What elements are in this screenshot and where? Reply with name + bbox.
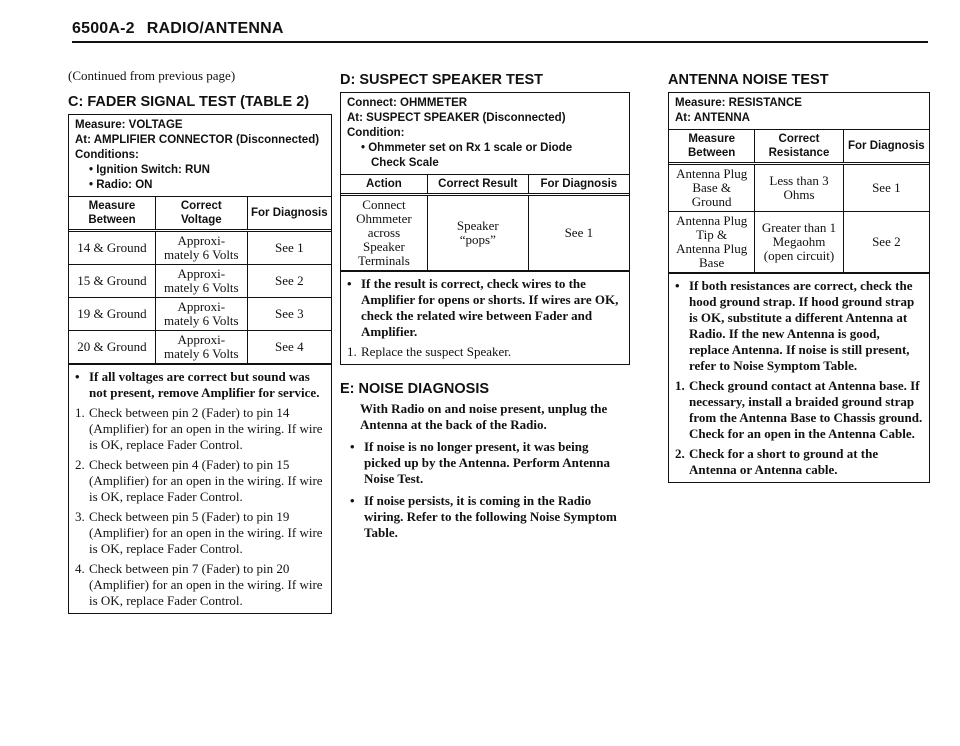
condition-line: Connect: OHMMETER (347, 97, 468, 109)
speaker-column (340, 72, 630, 547)
correct-cell: Approxi- mately 6 Volts (155, 231, 247, 265)
note-item: 1. Check ground contact at Antenna base. If necessary, install a braided ground strap from the Antenna Base to Chassis ground. Check for an open in the Antenna Cable. (675, 378, 923, 441)
section-title: RADIO/ANTENNA (146, 20, 284, 37)
header-for-diagnosis: For Diagnosis (247, 197, 331, 231)
header-measure-between: Measure Between (69, 197, 155, 231)
note-item: • If both resistances are correct, check the hood ground strap. If hood ground strap is OK, substitute a different Antenna at Radio. If the new Antenna is good, replace Antenna. If noise is still present, refer to Noise Symptom Table. (675, 278, 915, 373)
table-row (69, 298, 331, 331)
noise-item: • If noise persists, it is coming in the Radio wiring. Refer to the following Noise Symptom Table. (350, 493, 617, 540)
noise-intro: With Radio on and noise present, unplug the Antenna at the back of the Radio. (360, 401, 608, 432)
table-row (69, 265, 331, 298)
diagnosis-cell: See 3 (247, 298, 331, 331)
measure-cell: 20 & Ground (69, 331, 155, 364)
note-item: 1. Check between pin 2 (Fader) to pin 14 (Amplifier) for an open in the wiring. If wire is OK, replace Fader Control. (75, 405, 323, 452)
fader-column (68, 68, 332, 614)
page-header (72, 20, 284, 38)
antenna-conditions (669, 93, 929, 129)
note-item: 3. Check between pin 5 (Fader) to pin 19 (Amplifier) for an open in the wiring. If wire is OK, replace Fader Control. (75, 509, 323, 556)
diagnosis-cell: See 2 (247, 265, 331, 298)
condition-line: Condition: (347, 127, 405, 139)
condition-line: Measure: RESISTANCE (675, 97, 802, 109)
condition-line: Check Scale (371, 157, 439, 169)
fader-test-title: C: FADER SIGNAL TEST (TABLE 2) (68, 94, 310, 110)
correct-cell: Approxi- mately 6 Volts (155, 331, 247, 364)
section-code: 6500A-2 (72, 20, 135, 37)
fader-conditions (69, 115, 331, 196)
header-measure-between: Measure Between (669, 130, 755, 164)
note-item: • If the result is correct, check wires to the Amplifier for opens or shorts. If wires are OK, check the related wire between Fader and Amplifier. (347, 276, 619, 339)
speaker-table (341, 174, 629, 271)
antenna-test-box (668, 92, 930, 483)
diagnosis-cell: See 1 (247, 231, 331, 265)
header-correct-resistance: Correct Resistance (755, 130, 843, 164)
note-item: 4. Check between pin 7 (Fader) to pin 20 (Amplifier) for an open in the wiring. If wire is OK, replace Fader Control. (75, 561, 323, 608)
correct-cell: Greater than 1 Megaohm (open circuit) (755, 212, 843, 273)
header-for-diagnosis: For Diagnosis (528, 175, 629, 195)
speaker-test-title: D: SUSPECT SPEAKER TEST (340, 72, 544, 88)
diagnosis-cell: See 2 (843, 212, 929, 273)
continued-note: (Continued from previous page) (68, 68, 236, 83)
condition-line: • Ignition Switch: RUN (89, 164, 210, 176)
correct-cell: Less than 3 Ohms (755, 164, 843, 212)
correct-cell: Speaker “pops” (427, 195, 528, 271)
condition-line: • Ohmmeter set on Rx 1 scale or Diode (361, 142, 573, 154)
antenna-notes (669, 273, 929, 482)
diagnosis-cell: See 1 (843, 164, 929, 212)
action-cell: Connect Ohmmeter across Speaker Terminals (341, 195, 427, 271)
correct-cell: Approxi- mately 6 Volts (155, 265, 247, 298)
note-item: 1. Replace the suspect Speaker. (347, 344, 512, 359)
antenna-table (669, 129, 929, 273)
condition-line: Measure: VOLTAGE (75, 119, 183, 131)
speaker-test-box (340, 92, 630, 365)
antenna-column (668, 72, 930, 483)
correct-cell: Approxi- mately 6 Volts (155, 298, 247, 331)
header-rule (72, 41, 928, 43)
measure-cell: 14 & Ground (69, 231, 155, 265)
note-item: • If all voltages are correct but sound was not present, remove Amplifier for service. (75, 369, 320, 400)
condition-line: At: SUSPECT SPEAKER (Disconnected) (347, 112, 566, 124)
header-correct-voltage: Correct Voltage (155, 197, 247, 231)
diagnosis-cell: See 4 (247, 331, 331, 364)
fader-table (69, 196, 331, 364)
condition-line: At: ANTENNA (675, 112, 750, 124)
measure-cell: Antenna Plug Base & Ground (669, 164, 755, 212)
condition-line: • Radio: ON (89, 179, 153, 191)
fader-notes (69, 364, 331, 613)
table-row (669, 164, 929, 212)
measure-cell: 19 & Ground (69, 298, 155, 331)
fader-test-box (68, 114, 332, 614)
condition-line: Conditions: (75, 149, 139, 161)
diagnosis-cell: See 1 (528, 195, 629, 271)
speaker-notes (341, 271, 629, 364)
antenna-test-title: ANTENNA NOISE TEST (668, 72, 829, 88)
noise-item: • If noise is no longer present, it was being picked up by the Antenna. Perform Antenna Noise Test. (350, 439, 610, 486)
table-row (669, 212, 929, 273)
note-item: 2. Check for a short to ground at the Antenna or Antenna cable. (675, 446, 879, 477)
measure-cell: 15 & Ground (69, 265, 155, 298)
table-row (341, 195, 629, 271)
header-for-diagnosis: For Diagnosis (843, 130, 929, 164)
table-row (69, 331, 331, 364)
condition-line: At: AMPLIFIER CONNECTOR (Disconnected) (75, 134, 320, 146)
note-item: 2. Check between pin 4 (Fader) to pin 15 (Amplifier) for an open in the wiring. If wire is OK, replace Fader Control. (75, 457, 323, 504)
measure-cell: Antenna Plug Tip & Antenna Plug Base (669, 212, 755, 273)
noise-diagnosis-title: E: NOISE DIAGNOSIS (340, 381, 490, 397)
header-action: Action (341, 175, 427, 195)
speaker-conditions (341, 93, 629, 174)
noise-diagnosis-body (340, 401, 630, 541)
table-row (69, 231, 331, 265)
header-correct-result: Correct Result (427, 175, 528, 195)
